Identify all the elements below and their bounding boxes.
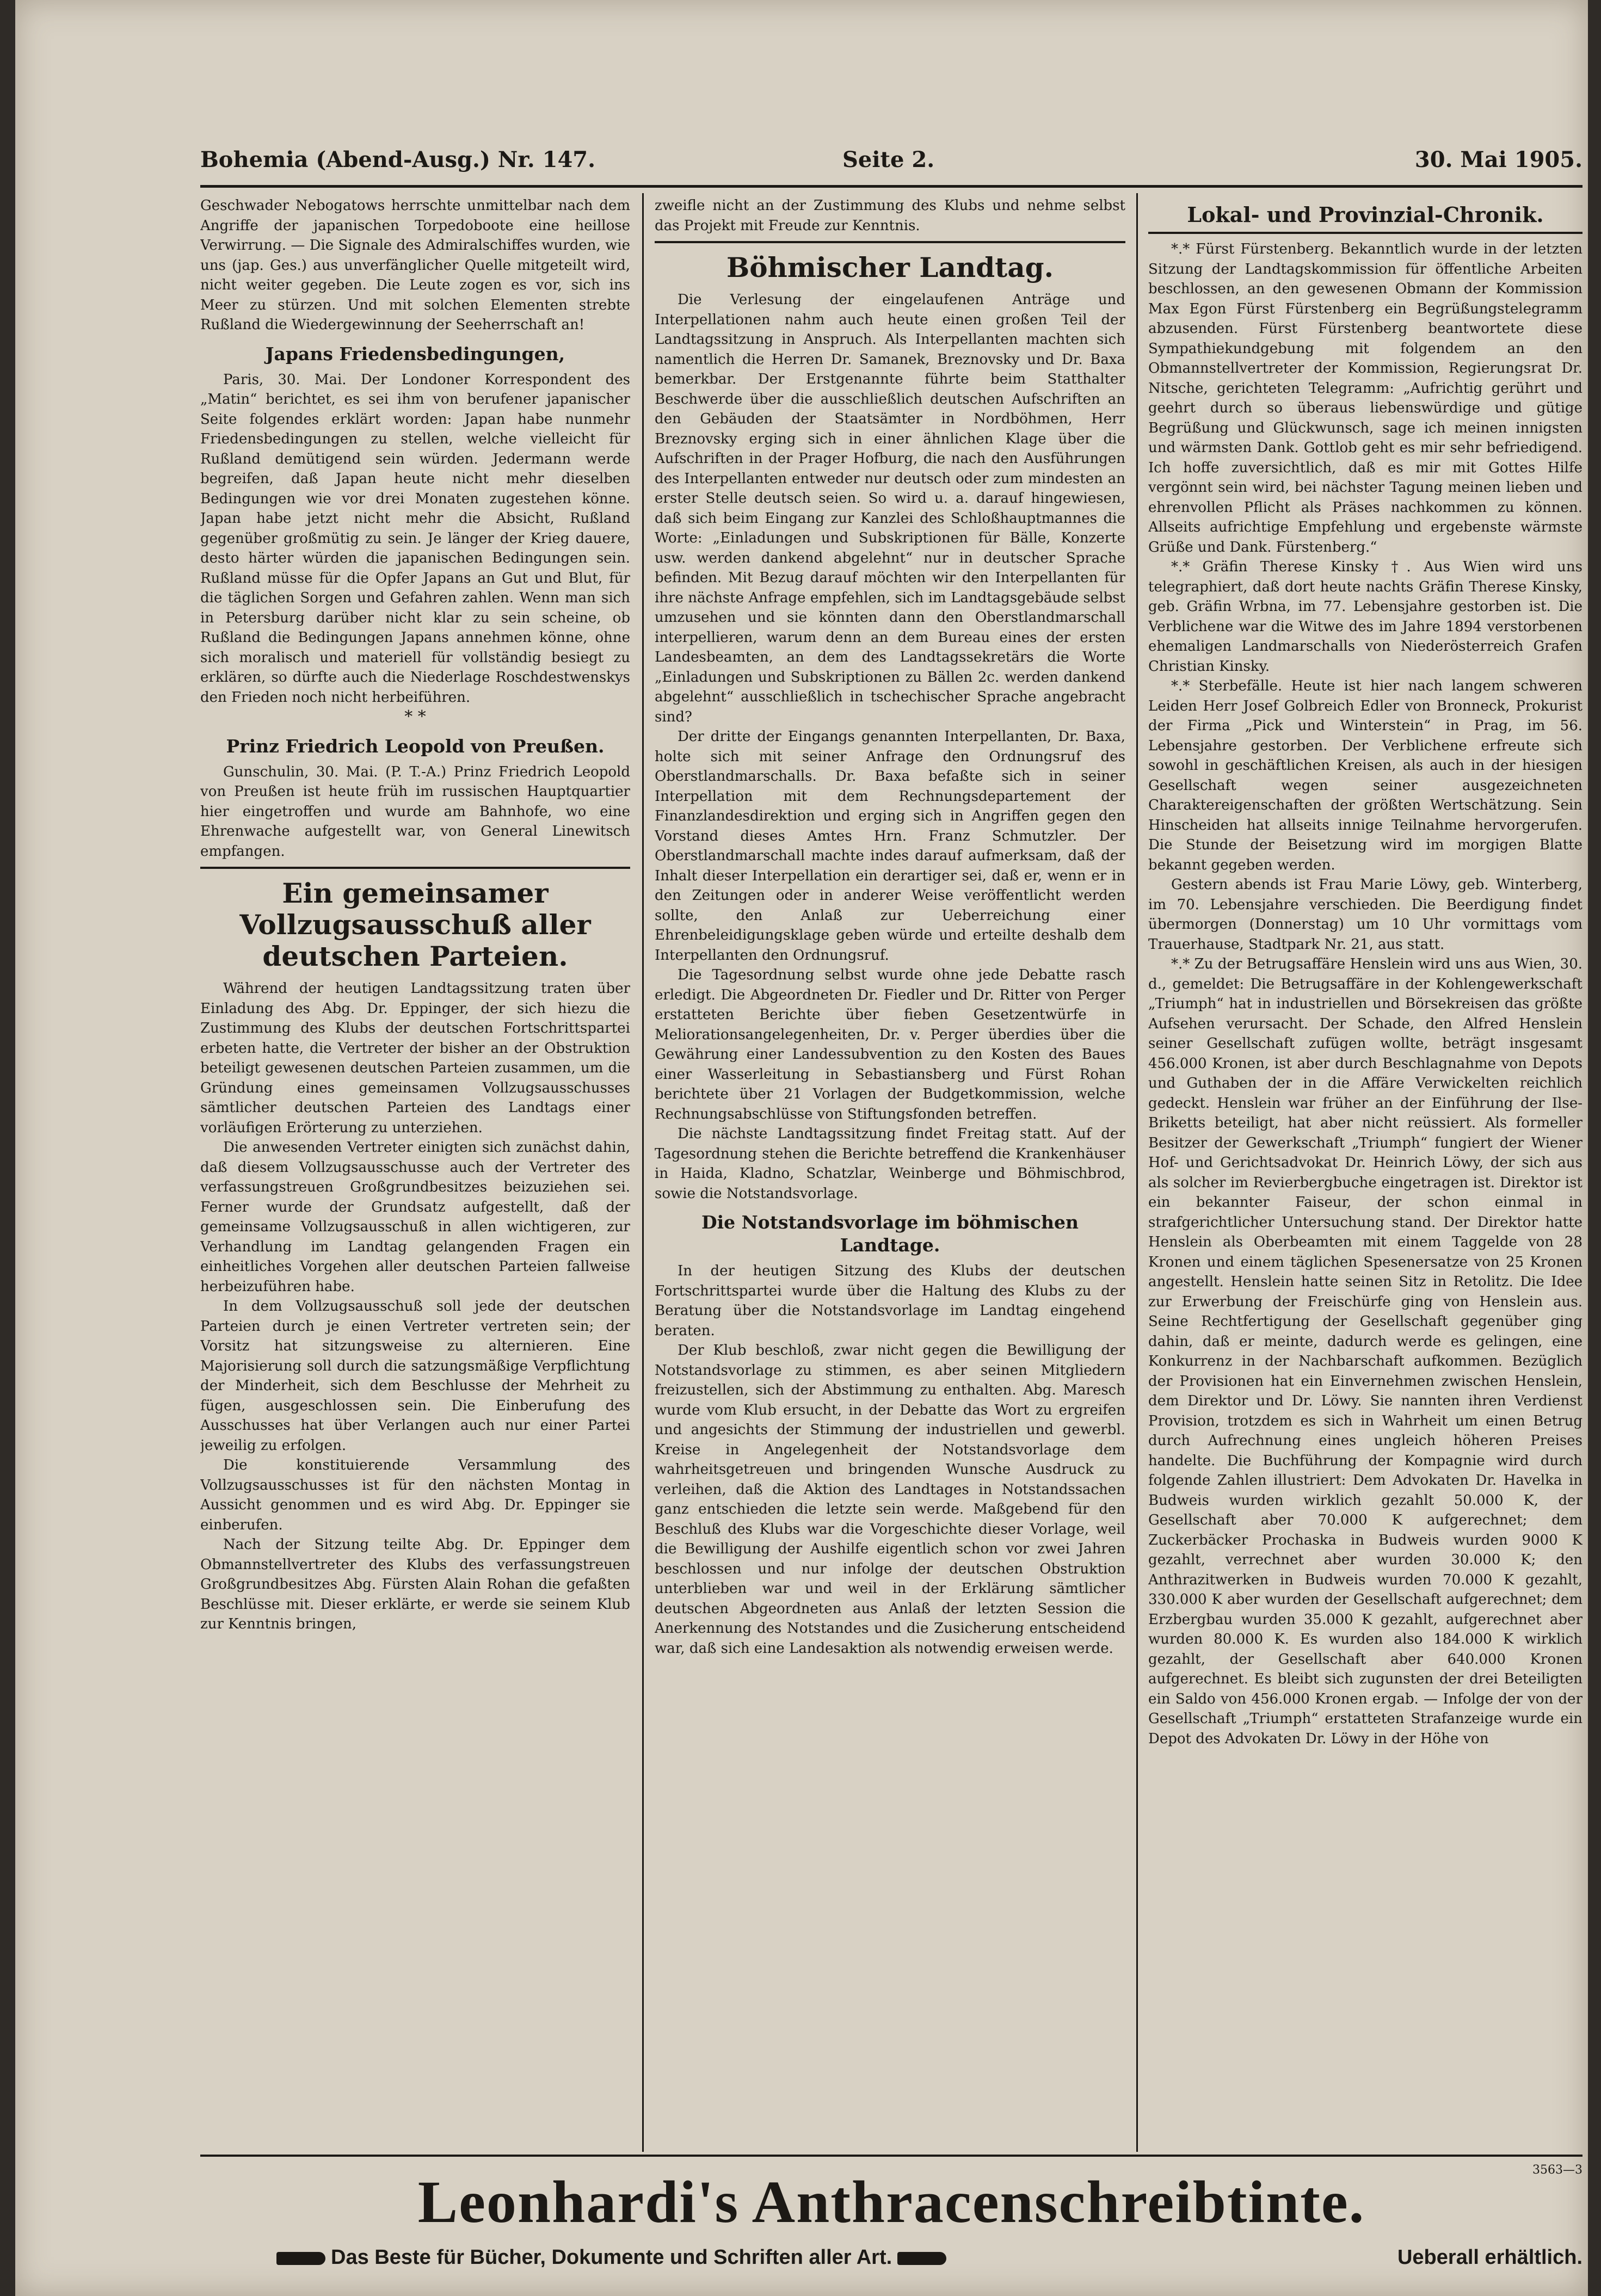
article-paragraph: Gunschulin, 30. Mai. (P. T.-A.) Prinz Friedrich Leopold von Preußen ist heute früh im russischen Hauptquartier hier eingetroffen und wurde am Bahnhofe, wo eine Ehrenwache aufgestellt war, von General Linewitsch empfangen.	[200, 763, 630, 860]
ad-top-rule	[200, 2155, 1582, 2157]
newspaper-page	[200, 131, 1582, 2269]
article-fragment: zweifle nicht an der Zustimmung des Klubs und nehme selbst das Projekt mit Freude zur Kenntnis.	[655, 197, 1125, 234]
section-rule	[200, 867, 630, 869]
ad-availability: Ueberall erhältlich.	[1397, 2246, 1582, 2269]
header-rule	[200, 185, 1582, 188]
news-item-sterbefaelle: *.* Sterbefälle. Heute ist hier nach langem schweren Leiden Herr Josef Golbreich Edler von Bronneck, Prokurist der Firma „Pick und Winterstein“ in Prag, im 56. Lebensjahre gestorben. Der Verblichene erfreute sich sowohl in geschäftlichen Kreisen, als auch in der hiesigen Gesellschaft wegen seiner ausgezeichneten Charaktereigenschaften der größten Wertschätzung. Sein Hinscheiden hat allseits innige Teilnahme hervorgerufen. Die Stunde der Beisetzung wird im morgigen Blatte bekannt gegeben werden.	[1148, 678, 1582, 873]
article-heading-vollzugsausschuss: Ein gemeinsamer Vollzugsausschuß aller deutschen Parteien.	[239, 877, 591, 972]
pointing-hand-icon	[897, 2252, 946, 2265]
news-item-henslein: *.* Zu der Betrugsaffäre Henslein wird uns aus Wien, 30. d., gemeldet: Die Betrugsaffäre in der Kohlengewerkschaft „Triumph“ hat in industriellen und Börsekreisen das größte Aufsehen verursacht. Der Schade, den Alfred Henslein seiner Gesellschaft zufügen wollte, beträgt insgesamt 456.000 Kronen, ist aber durch Beschlagnahme von Depots und Guthaben der in die Affäre Verwickelten reichlich gedeckt. Henslein war früher an der Einführung der Ilse-Briketts beteiligt, hat aber nicht reüssiert. Als formeller Besitzer der Gewerkschaft „Triumph“ fungiert der Wiener Hof- und Gerichtsadvokat Dr. Heinrich Löwy, der sich aus als solcher im Revierbergbuche eingetragen ist. Direktor ist ein bekannter Faiseur, der schon einmal in strafgerichtlicher Untersuchung stand. Der Direktor hatte Henslein als Oberbeamten mit einem Taggelde von 28 Kronen und einem täglichen Spesenersatze von 25 Kronen angestellt. Henslein hatte seinen Sitz in Retolitz. Die Idee zur Erwerbung der Freischürfe ging von Henslein aus. Seine Rechtfertigung der Gesellschaft gegenüber ging dahin, daß er meinte, dadurch werde es gelingen, eine Konkurrenz in der Nachbarschaft aufkommen. Bezüglich der Provisionen hat ein Einvernehmen zwischen Henslein, dem Direktor und Dr. Löwy. Sie nannten ihren Verdienst Provision, trotzdem es sich in Wahrheit um einen Betrug durch Aufrechnung eines ungleich höheren Preises handelte. Die Buchführung der Kompagnie wird durch folgende Zahlen illustriert: Dem Advokaten Dr. Havelka in Budweis wurden wirklich gezahlt 50.000 K, der Gesellschaft aber 70.000 K aufgerechnet; dem Zuckerbäcker Prochaska in Budweis wurden 9000 K gezahlt, verrechnet aber wurden 30.000 K; den Anthrazitwerken in Budweis wurden 70.000 K gezahlt, 330.000 K aber wurden der Gesellschaft aufgerechnet; dem Erzbergbau wurden 35.000 K gezahlt, aufgerechnet aber wurden 80.000 K. Es wurden also 184.000 K wirklich gezahlt, der Gesellschaft aber 640.000 Kronen aufgerechnet. Es bleibt sich zugunsten der drei Beteiligten ein Saldo von 456.000 Kronen ergab. — Infolge der von der Gesellschaft „Triumph“ erstatteten Strafanzeige wurde ein Depot des Advokaten Dr. Löwy in der Höhe von	[1148, 956, 1582, 1747]
article-heading-prinz: Prinz Friedrich Leopold von Preußen.	[226, 735, 605, 757]
section-rule	[655, 241, 1125, 243]
page-header	[200, 147, 1582, 180]
article-paragraph: Paris, 30. Mai. Der Londoner Korrespondent des „Matin“ berichtet, es sei ihm von berufener japanischer Seite folgendes erklärt worden: Japan habe nunmehr Friedensbedingungen zu stellen, welche vielleicht für Rußland demütigend sein würden. Jedermann werde begreifen, daß Japan heute nicht mehr dieselben Bedingungen wie vor drei Monaten zugestehen könne. Japan habe jetzt nicht mehr die Absicht, Rußland gegenüber großmütig zu sein. Je länger der Krieg dauere, desto härter würden die japanischen Bedingungen sein. Rußland müsse für die Opfer Japans an Gut und Blut, für die täglichen Sorgen und Gefahren zahlen. Wenn man sich in Petersburg darüber nicht klar zu sein scheine, ob Rußland die Bedingungen Japans annehmen könne, ohne sich moralisch und materiell für vollständig besiegt zu erklären, so dürfte auch die Niederlage Roschdestwenskys den Frieden noch nicht herbeiführen.	[200, 371, 630, 706]
advertisement	[200, 2155, 1582, 2285]
column-3	[1148, 196, 1582, 2155]
article-paragraph: Die konstituierende Versammlung des Vollzugsausschusses ist für den nächsten Montag in Aussicht genommen und es wird Abg. Dr. Eppinger sie einberufen.	[200, 1457, 630, 1533]
column-1	[200, 196, 630, 2155]
article-heading-japan: Japans Friedensbedingungen,	[265, 343, 565, 365]
article-paragraph: Der dritte der Eingangs genannten Interpellanten, Dr. Baxa, holte sich mit seiner Anfrage den Ordnungsruf des Oberstlandmarschalls. Dr. Baxa befaßte sich in seiner Interpellation mit dem Rechnungsdepartement der Finanzlandesdirektion und erging sich in Angriffen gegen den Vorstand dieses Amtes Hrn. Franz Schmutzler. Der Oberstlandmarschall machte indes darauf aufmerksam, daß der Inhalt dieser Interpellation ein derartiger sei, daß er, wenn er in den Zeitungen oder in anderer Weise veröffentlicht werden sollte, den Anlaß zur Ueberreichung einer Ehrenbeleidigungsklage geben würde und erteilte deshalb dem Interpellanten den Ordnungsruf.	[655, 729, 1125, 964]
article-paragraph: Die Verlesung der eingelaufenen Anträge und Interpellationen nahm auch heute einen großen Teil der Landtagssitzung in Anspruch. Als Interpellanten machten sich namentlich die Herren Dr. Samanek, Breznovsky und Dr. Baxa bemerkbar. Der Erstgenannte führte beim Statthalter Beschwerde über die ausschließlich deutschen Aufschriften an den Gebäuden der Staatsämter in Nordböhmen, Herr Breznovsky erging sich in einer ähnlichen Klage über die Aufschriften in der Prager Hofburg, die nach den Ausführungen des Interpellanten entweder nur deutsch oder zum mindesten an erster Stelle deutsch seien. So wird u. a. darauf hingewiesen, daß sich beim Eingang zur Kanzlei des Schloßhauptmannes die Worte: „Einladungen und Subskriptionen für Bälle, Konzerte usw. werden dankend abgelehnt“ nur in deutscher Sprache befinden. Mit Bezug darauf möchten wir den Interpellanten für ihre nächste Anfrage empfehlen, sich im Landtagsgebäude selbst umzusehen und sie könnten dann den Oberstlandmarschall interpellieren, warum denn an dem Bureau eines der ersten Landesbeamten, an dem des Landtagssekretärs die Worte „Einladungen und Subskriptionen zu Bällen 2c. werden dankend abgelehnt“ ausschließlich in tschechischer Sprache angebracht sind?	[655, 292, 1125, 725]
section-rule	[1148, 232, 1582, 234]
article-paragraph: Während der heutigen Landtagssitzung traten über Einladung des Abg. Dr. Eppinger, der sich hiezu die Zustimmung des Klubs der deutschen Fortschrittspartei erbeten hatte, die Vertreter der bisher an der Obstruktion beteiligt gewesenen deutschen Parteien zusammen, um die Gründung eines gemeinsamen Vollzugsausschusses sämtlicher deutschen Parteien des Landtags einer vorläufigen Erörterung zu unterziehen.	[200, 980, 630, 1136]
section-heading-chronik: Lokal- und Provinzial-Chronik.	[1187, 202, 1544, 227]
article-paragraph: Die nächste Landtagssitzung findet Freitag statt. Auf der Tagesordnung stehen die Berichte betreffend die Krankenhäuser in Haida, Kladno, Schatzlar, Weinberge und Böhmischbrod, sowie die Notstandsvorlage.	[655, 1126, 1125, 1202]
ad-tagline: Das Beste für Bücher, Dokumente und Schriften aller Art.	[331, 2246, 892, 2269]
newspaper-sheet	[15, 0, 1588, 2296]
news-item-kinsky: *.* Gräfin Therese Kinsky †. Aus Wien wird uns telegraphiert, daß dort heute nachts Gräfin Therese Kinsky, geb. Gräfin Wrbna, im 77. Lebensjahre gestorben ist. Die Verblichene war die Witwe des im Jahre 1894 verstorbenen ehemaligen Landmarschalls von Niederösterreich Grafen Christian Kinsky.	[1148, 559, 1582, 675]
pointing-hand-icon	[276, 2252, 325, 2265]
ad-tagline-row	[200, 2246, 1582, 2273]
article-paragraph: In dem Vollzugsausschuß soll jede der deutschen Parteien durch je einen Vertreter vertreten sein; der Vorsitz hat sitzungsweise zu alternieren. Eine Majorisierung soll durch die satzungsmäßige Verpflichtung der Minderheit, sich dem Beschlusse der Mehrheit zu fügen, ausgeschlossen sein. Die Einberufung des Ausschusses hat über Verlangen auch nur einer Partei jeweilig zu erfolgen.	[200, 1298, 630, 1454]
header-date: 30. Mai 1905.	[1414, 147, 1582, 172]
article-paragraph: Die anwesenden Vertreter einigten sich zunächst dahin, daß diesem Vollzugsausschusse auch der Vertreter des verfassungstreuen Großgrundbesitzes beizuziehen sei. Ferner wurde der Grundsatz aufgestellt, daß der gemeinsame Vollzugsausschuß in allen wichtigeren, zur Verhandlung im Landtag gelangenden Fragen ein einheitliches Vorgehen aller deutschen Parteien fallweise herbeizuführen habe.	[200, 1139, 630, 1295]
ad-number: 3563—3	[1532, 2163, 1582, 2177]
article-heading-notstandsvorlage: Die Notstandsvorlage im böhmischen Landtage.	[701, 1212, 1079, 1256]
column-2	[655, 196, 1125, 2155]
news-item-fuerstenberg: *.* Fürst Fürstenberg. Bekanntlich wurde in der letzten Sitzung der Landtagskommission für öffentliche Arbeiten beschlossen, an den gewesenen Obmann der Kommission Max Egon Fürst Fürstenberg ein Begrüßungstelegramm abzusenden. Fürst Fürstenberg beantwortete diese Sympathiekundgebung mit folgendem an den Obmannstellvertreter der Kommission, Regierungsrat Dr. Nitsche, gerichteten Telegramm: „Aufrichtig gerührt und geehrt durch so überaus liebenswürdige und gütige Begrüßung und Glückwunsch, sage ich meinen innigsten und wärmsten Dank. Gottlob geht es mir sehr befriedigend. Ich hoffe zuversichtlich, daß es mir mit Gottes Hilfe vergönnt sein wird, bei nächster Tagung meinen lieben und ehrenvollen Pflicht als Präses nachkommen zu können. Allseits aufrichtige Empfehlung und ergebenste wärmste Grüße und Dank. Fürstenberg.“	[1148, 241, 1582, 556]
separator-asterisks: * *	[404, 707, 426, 726]
article-paragraph: In der heutigen Sitzung des Klubs der deutschen Fortschrittspartei wurde über die Haltung des Klubs zu der Beratung über die Notstandsvorlage im Landtag eingehend beraten.	[655, 1263, 1125, 1339]
news-item-loewy: Gestern abends ist Frau Marie Löwy, geb. Winterberg, im 70. Lebensjahre verschieden. Die Beerdigung findet übermorgen (Donnerstag) um 10 Uhr vormittags vom Trauerhause, Stadtpark Nr. 21, aus statt.	[1148, 877, 1582, 953]
article-heading-landtag: Böhmischer Landtag.	[726, 251, 1054, 283]
header-page-number: Seite 2.	[842, 147, 935, 172]
ad-headline: Leonhardi's Anthracenschreibtinte.	[417, 2169, 1365, 2235]
article-paragraph: Der Klub beschloß, zwar nicht gegen die Bewilligung der Notstandsvorlage zu stimmen, es aber seinen Mitgliedern freizustellen, sich der Abstimmung zu enthalten. Abg. Maresch wurde vom Klub ersucht, in der Debatte das Wort zu ergreifen und angesichts der Stimmung der industriellen und gewerbl. Kreise in Angelegenheit der Notstandsvorlage dem wahrheitsgetreuen und bringenden Wunsche Ausdruck zu verleihen, daß die Aktion des Landtages in Notstandssachen ganz entschieden die letzte sein werde. Maßgebend für den Beschluß des Klubs war die Vorgeschichte dieser Vorlage, weil die Bewilligung der Aushilfe eigentlich schon vor zwei Jahren beschlossen und nur infolge der deutschen Obstruktion unterblieben war und weil in der Erklärung sämtlicher deutschen Abgeordneten aus Anlaß der letzten Session die Anerkennung des Notstandes und die Zusicherung entscheidend war, daß sich eine Landesaktion als notwendig erweisen werde.	[655, 1342, 1125, 1657]
header-paper-title: Bohemia (Abend-Ausg.) Nr. 147.	[200, 147, 596, 172]
article-paragraph: Die Tagesordnung selbst wurde ohne jede Debatte rasch erledigt. Die Abgeordneten Dr. Fiedler und Dr. Ritter von Perger erstatteten Berichte über fieben Gesetzentwürfe in Meliorationsangelegenheiten, Dr. v. Perger überdies über die Gewährung einer Landessubvention zu den Kosten des Baues einer Wasserleitung in Sebastiansberg und Fürst Rohan berichtete über 21 Vorlagen der Budgetkommission, welche Rechnungsabschlüsse von Stiftungsfonden betreffen.	[655, 967, 1125, 1122]
ad-tagline-wrap	[271, 2246, 952, 2269]
article-fragment: Geschwader Nebogatows herrschte unmittelbar nach dem Angriffe der japanischen Torpedoboote eine heillose Verwirrung. — Die Signale des Admiralschiffes wurden, wie uns (jap. Ges.) aus unverfänglicher Quelle mitgeteilt wird, nicht weiter gegeben. Die Leute zogen es vor, sich ins Meer zu stürzen. Und mit solchen Elementen strebte Rußland die Wiedergewinnung der Seeherrschaft an!	[200, 197, 630, 333]
column-divider-1	[642, 193, 644, 2152]
column-divider-2	[1136, 193, 1138, 2152]
article-paragraph: Nach der Sitzung teilte Abg. Dr. Eppinger dem Obmannstellvertreter des Klubs des verfassungstreuen Großgrundbesitzes Abg. Fürsten Alain Rohan die gefaßten Beschlüsse mit. Dieser erklärte, er werde sie seinem Klub zur Kenntnis bringen,	[200, 1536, 630, 1632]
